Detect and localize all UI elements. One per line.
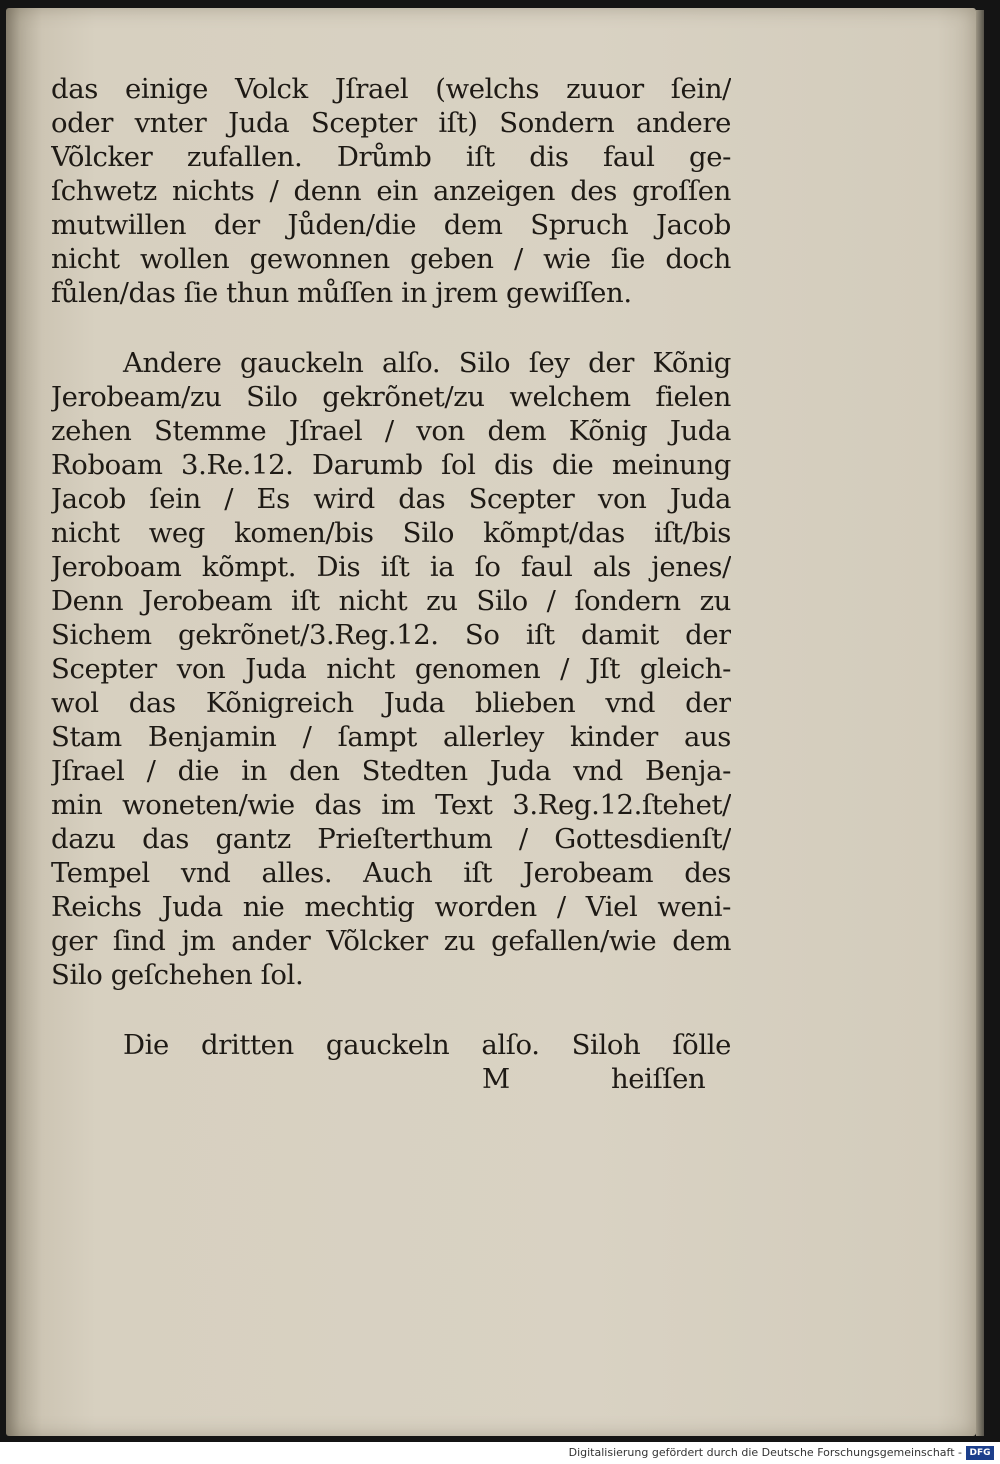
text-line: nicht wollen gewonnen geben / wie ſie doch xyxy=(51,243,731,275)
text-line: Silo geſchehen ſol. xyxy=(51,959,304,991)
text-line: Tempel vnd alles. Auch iſt Jerobeam des xyxy=(51,857,731,889)
paragraph-3 xyxy=(51,1028,731,1096)
text-line: Jeroboam kõmpt. Dis iſt ia ſo faul als jenes/ xyxy=(51,551,731,583)
text-line: Jerobeam/zu Silo gekrõnet/zu welchem fielen xyxy=(51,381,731,413)
text-line: Reichs Juda nie mechtig worden / Viel weni- xyxy=(51,891,731,923)
catchword: heiſſen xyxy=(611,1063,706,1095)
text-line: mutwillen der Jůden/die dem Spruch Jacob xyxy=(51,209,731,241)
text-line: nicht weg komen/bis Silo kõmpt/das iſt/bis xyxy=(51,517,731,549)
text-line: ger ſind jm ander Võlcker zu gefallen/wie dem xyxy=(51,925,731,957)
funding-credit: Digitalisierung gefördert durch die Deutsche Forschungsgemeinschaft - xyxy=(568,1446,962,1459)
text-line: zehen Stemme Jſrael / von dem Kõnig Juda xyxy=(51,415,731,447)
paragraph-2 xyxy=(51,346,731,992)
page-edge xyxy=(976,10,984,1436)
text-line: Denn Jerobeam iſt nicht zu Silo / ſondern zu xyxy=(51,585,731,617)
paragraph-1 xyxy=(51,72,731,310)
text-line: ſchwetz nichts / denn ein anzeigen des groſſen xyxy=(51,175,731,207)
catchword-line xyxy=(51,1062,731,1096)
text-line: Võlcker zufallen. Drůmb iſt dis faul ge- xyxy=(51,141,731,173)
text-line: oder vnter Juda Scepter iſt) Sondern andere xyxy=(51,107,731,139)
text-line: Roboam 3.Re.12. Darumb ſol dis die meinung xyxy=(51,449,731,481)
text-line: Stam Benjamin / ſampt allerley kinder aus xyxy=(51,721,731,753)
signature-mark: M xyxy=(482,1063,510,1095)
text-line: dazu das gantz Prieſterthum / Gottesdienſt/ xyxy=(51,823,731,855)
text-line: min woneten/wie das im Text 3.Reg.12.ſtehet/ xyxy=(51,789,731,821)
text-line: fůlen/das ſie thun můſſen in jrem gewiſſen. xyxy=(51,277,632,309)
footer-bar xyxy=(0,1442,1000,1464)
text-line: Jacob ſein / Es wird das Scepter von Juda xyxy=(51,483,731,515)
text-line: das einige Volck Jſrael (welchs zuuor ſein/ xyxy=(51,73,731,105)
text-line: Scepter von Juda nicht genomen / Jſt gleich- xyxy=(51,653,731,685)
text-line: wol das Kõnigreich Juda blieben vnd der xyxy=(51,687,731,719)
text-line: Andere gauckeln alſo. Silo ſey der Kõnig xyxy=(123,347,731,379)
text-line: Sichem gekrõnet/3.Reg.12. So iſt damit der xyxy=(51,619,731,651)
dfg-logo-icon: DFG xyxy=(966,1446,994,1460)
text-line: Jſrael / die in den Stedten Juda vnd Benja- xyxy=(51,755,731,787)
text-line: Die dritten gauckeln alſo. Siloh ſõlle xyxy=(123,1029,731,1061)
page-text xyxy=(51,72,731,1096)
